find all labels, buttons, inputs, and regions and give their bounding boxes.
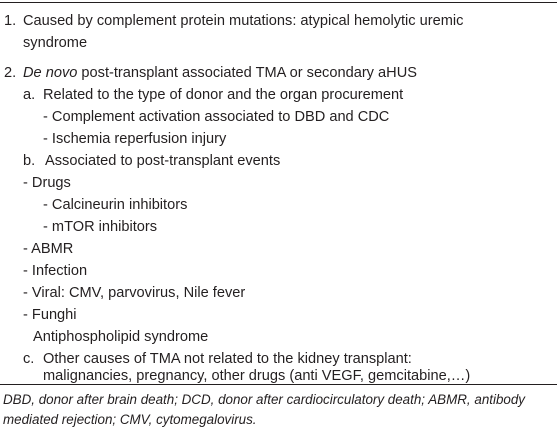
item-2b-text: Associated to post-transplant events — [45, 153, 281, 169]
bottom-rule — [0, 384, 557, 385]
item-2a-sub-1: - Complement activation associated to DBD and CDC — [43, 109, 390, 125]
footnote-line-2: mediated rejection; CMV, cytomegalovirus. — [3, 412, 257, 427]
item-2a-label: a. — [23, 87, 36, 103]
item-2b-drug-1: - Calcineurin inhibitors — [43, 197, 188, 213]
item-1-text-line1: Caused by complement protein mutations: atypical hemolytic uremic — [23, 13, 464, 29]
item-2b-abmr: - ABMR — [23, 241, 74, 257]
item-1-text-line2: syndrome — [23, 35, 88, 51]
item-2c-text-line2: malignancies, pregnancy, other drugs (anti VEGF, gemcitabine,…) — [43, 368, 471, 384]
item-2b-viral: - Viral: CMV, parvovirus, Nile fever — [23, 285, 246, 301]
item-2b-antiphospholipid: Antiphospholipid syndrome — [33, 329, 209, 345]
item-2-italic-prefix: De novo — [23, 65, 78, 81]
table-footnote — [3, 390, 553, 430]
item-2b-drug-2: - mTOR inhibitors — [43, 219, 158, 235]
item-2a-sub-2: - Ischemia reperfusion injury — [43, 131, 227, 147]
item-2b-infection: - Infection — [23, 263, 88, 279]
item-2a-text: Related to the type of donor and the organ procurement — [43, 87, 404, 103]
top-rule — [0, 2, 557, 3]
footnote-line-1: DBD, donor after brain death; DCD, donor after cardiocirculatory death; ABMR, antibody — [3, 392, 525, 407]
item-2c-label: c. — [23, 351, 35, 367]
item-2-text — [23, 63, 417, 83]
item-2b-funghi: - Funghi — [23, 307, 77, 323]
item-2-number: 2. — [4, 65, 17, 81]
item-2c-text-line1: Other causes of TMA not related to the kidney transplant: — [43, 351, 412, 367]
item-1-number: 1. — [4, 13, 17, 29]
item-2b-label: b. — [23, 153, 36, 169]
item-2-text-rest: post-transplant associated TMA or secondary aHUS — [77, 65, 417, 81]
item-2b-drugs: - Drugs — [23, 175, 71, 191]
